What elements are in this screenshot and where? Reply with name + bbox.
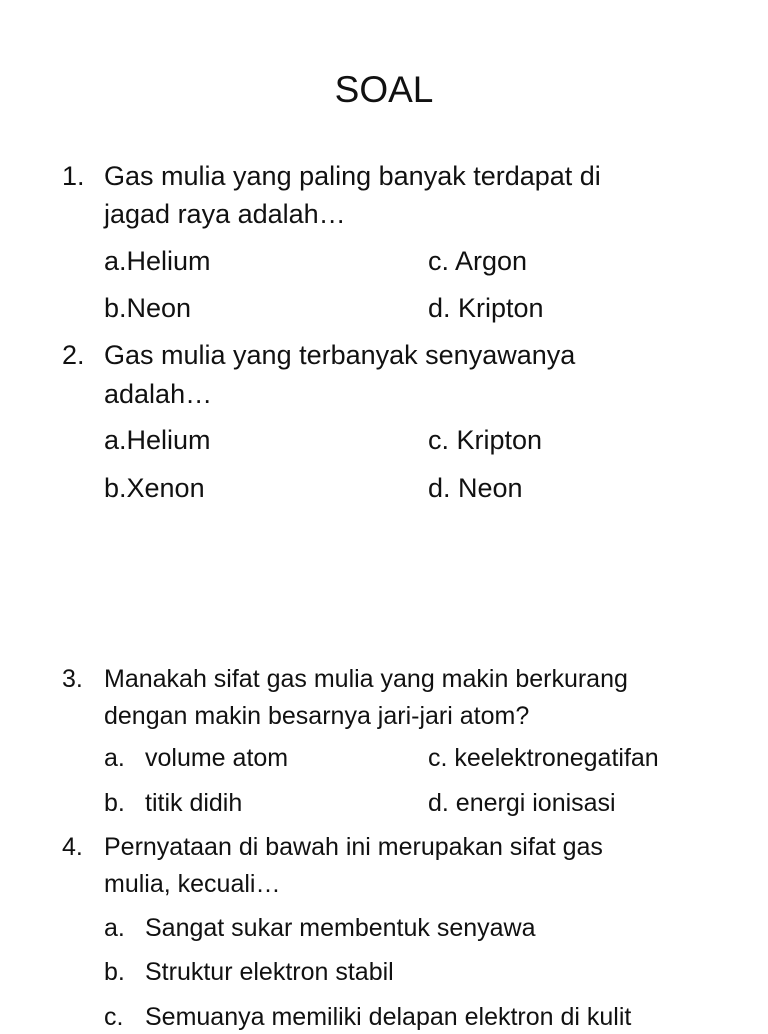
option-a-text: volume atom [145,744,289,772]
question-text-line-1: Manakah sifat gas mulia yang makin berkurang [104,665,628,693]
question-number: 4. [62,833,83,861]
option-b-letter: b. [104,958,125,986]
question-text-line-2: dengan makin besarnya jari-jari atom? [104,702,530,730]
question-text-line-1: Gas mulia yang paling banyak terdapat di [104,161,601,191]
question-number: 3. [62,665,83,693]
question-number: 1. [62,161,85,191]
option-b-letter: b. [104,789,125,817]
question-text-line-1: Gas mulia yang terbanyak senyawanya [104,340,576,370]
option-b: b.Xenon [104,473,205,503]
option-d: d. Kripton [428,293,544,323]
option-a-text: Sangat sukar membentuk senyawa [145,914,536,942]
option-c-letter: c. [104,1003,124,1031]
option-a-letter: a. [104,744,125,772]
option-d: d. Neon [428,473,523,503]
option-c: c. Argon [428,246,528,276]
option-c: c. keelektronegatifan [428,744,659,772]
page-title: SOAL [334,69,434,110]
question-text-line-2: mulia, kecuali… [104,870,281,898]
option-a: a.Helium [104,425,211,455]
question-text-line-2: jagad raya adalah… [104,199,346,229]
option-a: a.Helium [104,246,211,276]
option-a-letter: a. [104,914,125,942]
option-c-text: Semuanya memiliki delapan elektron di kulit [145,1003,632,1031]
option-d: d. energi ionisasi [428,789,616,817]
option-c: c. Kripton [428,425,543,455]
option-b-text: Struktur elektron stabil [145,958,394,986]
option-b: b.Neon [104,293,192,323]
question-text-line-1: Pernyataan di bawah ini merupakan sifat gas [104,833,603,861]
question-text-line-2: adalah… [104,379,213,409]
option-b-text: titik didih [145,789,243,817]
question-number: 2. [62,340,85,370]
